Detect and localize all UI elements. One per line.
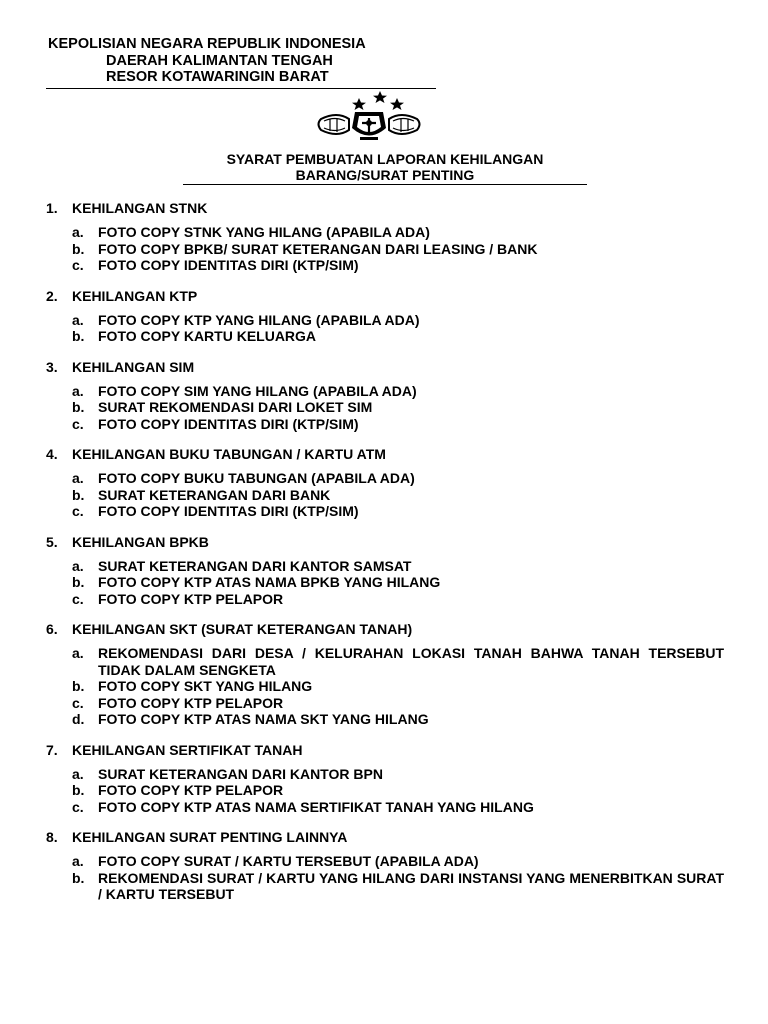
item-letter: c. — [72, 694, 84, 711]
item-text: FOTO COPY IDENTITAS DIRI (KTP/SIM) — [98, 503, 359, 519]
item-text: FOTO COPY SURAT / KARTU TERSEBUT (APABILA ADA) — [98, 853, 479, 869]
section-number: 8. — [46, 829, 58, 845]
item-letter: a. — [72, 382, 84, 399]
section-stnk — [46, 200, 724, 274]
document-title — [183, 151, 587, 185]
item-letter: c. — [72, 590, 84, 607]
item-letter: a. — [72, 853, 84, 869]
item-text: FOTO COPY SKT YANG HILANG — [98, 678, 313, 694]
title-line-2: BARANG/SURAT PENTING — [295, 167, 475, 183]
section-number: 6. — [46, 621, 58, 637]
list-item — [72, 503, 724, 520]
section-title: KEHILANGAN BPKB — [72, 533, 209, 550]
item-letter: d. — [72, 711, 85, 727]
list-item — [72, 853, 724, 870]
item-letter: b. — [72, 486, 85, 503]
item-text: FOTO COPY SIM YANG HILANG (APABILA ADA) — [98, 382, 417, 399]
item-letter: b. — [72, 678, 85, 694]
list-item — [72, 574, 724, 591]
list-item — [72, 487, 724, 504]
item-letter: b. — [72, 574, 85, 590]
list-item — [72, 870, 724, 903]
section-buku-tabungan — [46, 446, 724, 520]
item-letter: c. — [72, 257, 84, 273]
letterhead-line-2: DAERAH KALIMANTAN TENGAH — [106, 52, 333, 69]
list-item — [72, 766, 724, 783]
item-letter: c. — [72, 503, 84, 519]
item-text: FOTO COPY KTP PELAPOR — [98, 694, 284, 711]
section-heading — [46, 359, 724, 376]
section-title: KEHILANGAN SIM — [72, 358, 195, 375]
item-letter: a. — [72, 557, 84, 574]
list-item — [72, 383, 724, 400]
section-title: KEHILANGAN SERTIFIKAT TANAH — [72, 741, 303, 758]
section-surat-penting-lainnya — [46, 829, 724, 903]
item-text: SURAT KETERANGAN DARI BANK — [98, 486, 331, 503]
item-text: REKOMENDASI SURAT / KARTU YANG HILANG DARI INSTANSI YANG MENERBITKAN SURAT / KARTU TERSEBUT — [98, 869, 724, 902]
list-item — [72, 224, 724, 241]
item-letter: b. — [72, 869, 85, 886]
item-letter: a. — [72, 470, 84, 486]
item-letter: a. — [72, 765, 84, 782]
item-letter: a. — [72, 645, 84, 661]
list-item — [72, 312, 724, 329]
item-letter: b. — [72, 399, 85, 415]
item-text: FOTO COPY IDENTITAS DIRI (KTP/SIM) — [98, 257, 359, 273]
item-text: FOTO COPY KTP ATAS NAMA BPKB YANG HILANG — [98, 574, 441, 590]
item-letter: c. — [72, 415, 84, 432]
item-text: FOTO COPY STNK YANG HILANG (APABILA ADA) — [98, 224, 430, 240]
list-item — [72, 711, 724, 728]
item-letter: a. — [72, 224, 84, 240]
item-text: FOTO COPY KTP YANG HILANG (APABILA ADA) — [98, 311, 420, 328]
section-heading — [46, 829, 724, 846]
item-text: FOTO COPY KTP PELAPOR — [98, 590, 284, 607]
requirements-list — [46, 200, 724, 917]
section-heading — [46, 446, 724, 463]
section-heading — [46, 288, 724, 305]
item-letter: b. — [72, 328, 85, 344]
list-item — [72, 782, 724, 799]
list-item — [72, 470, 724, 487]
item-letter: b. — [72, 240, 85, 257]
item-text: FOTO COPY BPKB/ SURAT KETERANGAN DARI LEASING / BANK — [98, 240, 538, 257]
list-item — [72, 241, 724, 258]
section-sertifikat-tanah — [46, 742, 724, 816]
title-line-1: SYARAT PEMBUATAN LAPORAN KEHILANGAN — [226, 151, 544, 167]
section-number: 1. — [46, 200, 58, 216]
list-item — [72, 399, 724, 416]
section-sim — [46, 359, 724, 433]
section-title: KEHILANGAN STNK — [72, 200, 208, 216]
item-letter: c. — [72, 798, 84, 815]
section-skt — [46, 621, 724, 728]
item-text: FOTO COPY BUKU TABUNGAN (APABILA ADA) — [98, 470, 415, 486]
item-text: SURAT KETERANGAN DARI KANTOR SAMSAT — [98, 557, 412, 574]
item-text: REKOMENDASI DARI DESA / KELURAHAN LOKASI TANAH BAHWA TANAH TERSEBUT TIDAK DALAM SENGKETA — [98, 645, 724, 678]
section-number: 5. — [46, 533, 58, 550]
letterhead-line-1: KEPOLISIAN NEGARA REPUBLIK INDONESIA — [48, 36, 366, 52]
item-letter: a. — [72, 311, 84, 328]
item-text: FOTO COPY KARTU KELUARGA — [98, 328, 317, 344]
section-bpkb — [46, 534, 724, 608]
section-title: KEHILANGAN SURAT PENTING LAINNYA — [72, 829, 348, 845]
list-item — [72, 257, 724, 274]
list-item — [72, 678, 724, 695]
section-number: 4. — [46, 446, 58, 462]
list-item — [72, 591, 724, 608]
section-heading — [46, 200, 724, 217]
list-item — [72, 558, 724, 575]
section-heading — [46, 621, 724, 638]
section-title: KEHILANGAN KTP — [72, 287, 198, 304]
letterhead-line-3: RESOR KOTAWARINGIN BARAT — [106, 69, 329, 85]
section-title: KEHILANGAN SKT (SURAT KETERANGAN TANAH) — [72, 621, 413, 637]
item-text: FOTO COPY KTP PELAPOR — [98, 782, 284, 798]
item-text: SURAT KETERANGAN DARI KANTOR BPN — [98, 765, 383, 782]
section-number: 7. — [46, 741, 58, 758]
item-text: FOTO COPY KTP ATAS NAMA SKT YANG HILANG — [98, 711, 429, 727]
list-item — [72, 645, 724, 678]
list-item — [72, 328, 724, 345]
item-text: FOTO COPY KTP ATAS NAMA SERTIFIKAT TANAH YANG HILANG — [98, 798, 534, 815]
list-item — [72, 695, 724, 712]
section-number: 2. — [46, 287, 58, 304]
section-number: 3. — [46, 358, 58, 375]
item-text: FOTO COPY IDENTITAS DIRI (KTP/SIM) — [98, 415, 359, 432]
letterhead — [46, 36, 436, 89]
title-underline — [183, 184, 587, 185]
police-emblem-icon — [315, 88, 423, 144]
section-heading — [46, 742, 724, 759]
section-ktp — [46, 288, 724, 345]
section-heading — [46, 534, 724, 551]
list-item — [72, 416, 724, 433]
section-title: KEHILANGAN BUKU TABUNGAN / KARTU ATM — [72, 446, 386, 462]
list-item — [72, 799, 724, 816]
item-letter: b. — [72, 782, 85, 798]
item-text: SURAT REKOMENDASI DARI LOKET SIM — [98, 399, 373, 415]
